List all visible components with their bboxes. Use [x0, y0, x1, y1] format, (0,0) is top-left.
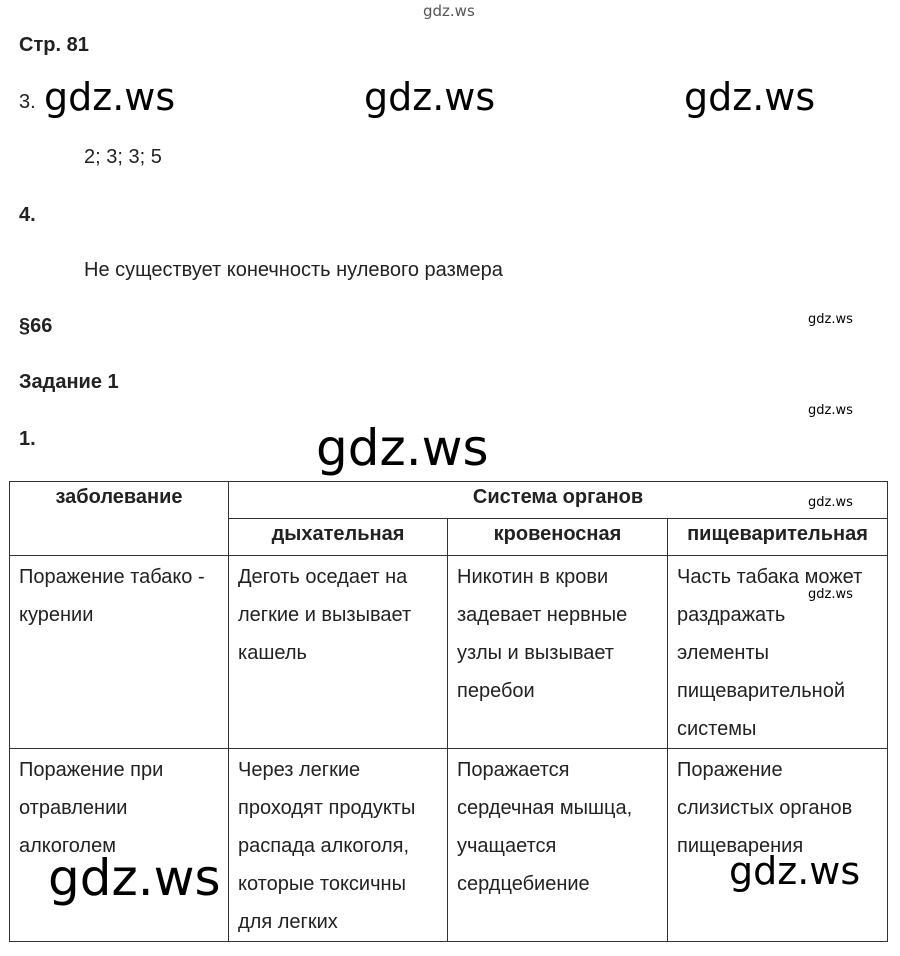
cell-digestive: Поражение слизистых органов пищеварения — [668, 749, 888, 942]
cell-digestive: Часть табака может раздражать элементы пищеварительной системы — [668, 556, 888, 749]
watermark-bottom-right: gdz.ws — [729, 849, 861, 893]
item3-answer: 2; 3; 3; 5 — [84, 146, 162, 168]
header-digestive: пищеварительная — [668, 519, 888, 556]
table-header-row — [10, 482, 888, 519]
watermark-small-3: gdz.ws — [808, 495, 853, 510]
cell-circulatory: Никотин в крови задевает нервные узлы и вызывает перебои — [448, 556, 668, 749]
header-respiratory: дыхательная — [229, 519, 448, 556]
cell-respiratory: Деготь оседает на легкие и вызывает кашель — [229, 556, 448, 749]
task-title: Задание 1 — [19, 371, 119, 393]
table-row — [10, 556, 888, 749]
cell-disease: Поражение табако - курении — [10, 556, 229, 749]
cell-respiratory: Через легкие проходят продукты распада алкоголя, которые токсичны для легких — [229, 749, 448, 942]
item4-answer: Не существует конечность нулевого размера — [84, 259, 503, 281]
cell-disease: Поражение при отравлении алкоголем — [10, 749, 229, 942]
header-disease: заболевание — [10, 482, 229, 556]
watermark-small-4: gdz.ws — [808, 587, 853, 602]
watermark-large-bottom-left: gdz.ws — [48, 849, 221, 907]
watermark-small-2: gdz.ws — [808, 403, 853, 418]
cell-circulatory: Поражается сердечная мышца, учащается сердцебиение — [448, 749, 668, 942]
header-organ-system: Система органов — [229, 482, 888, 519]
watermark-small-1: gdz.ws — [808, 312, 853, 327]
watermark-left: gdz.ws — [44, 75, 176, 119]
watermark-large-center: gdz.ws — [316, 419, 489, 477]
watermark-right: gdz.ws — [684, 75, 816, 119]
page-label: Стр. 81 — [19, 34, 89, 56]
section-heading: §66 — [19, 315, 53, 337]
item3-number: 3. — [19, 91, 36, 113]
watermark-top: gdz.ws — [423, 2, 475, 20]
watermark-center: gdz.ws — [364, 75, 496, 119]
table-row — [10, 749, 888, 942]
item1-number: 1. — [19, 428, 36, 450]
item4-number: 4. — [19, 204, 36, 226]
header-circulatory: кровеносная — [448, 519, 668, 556]
